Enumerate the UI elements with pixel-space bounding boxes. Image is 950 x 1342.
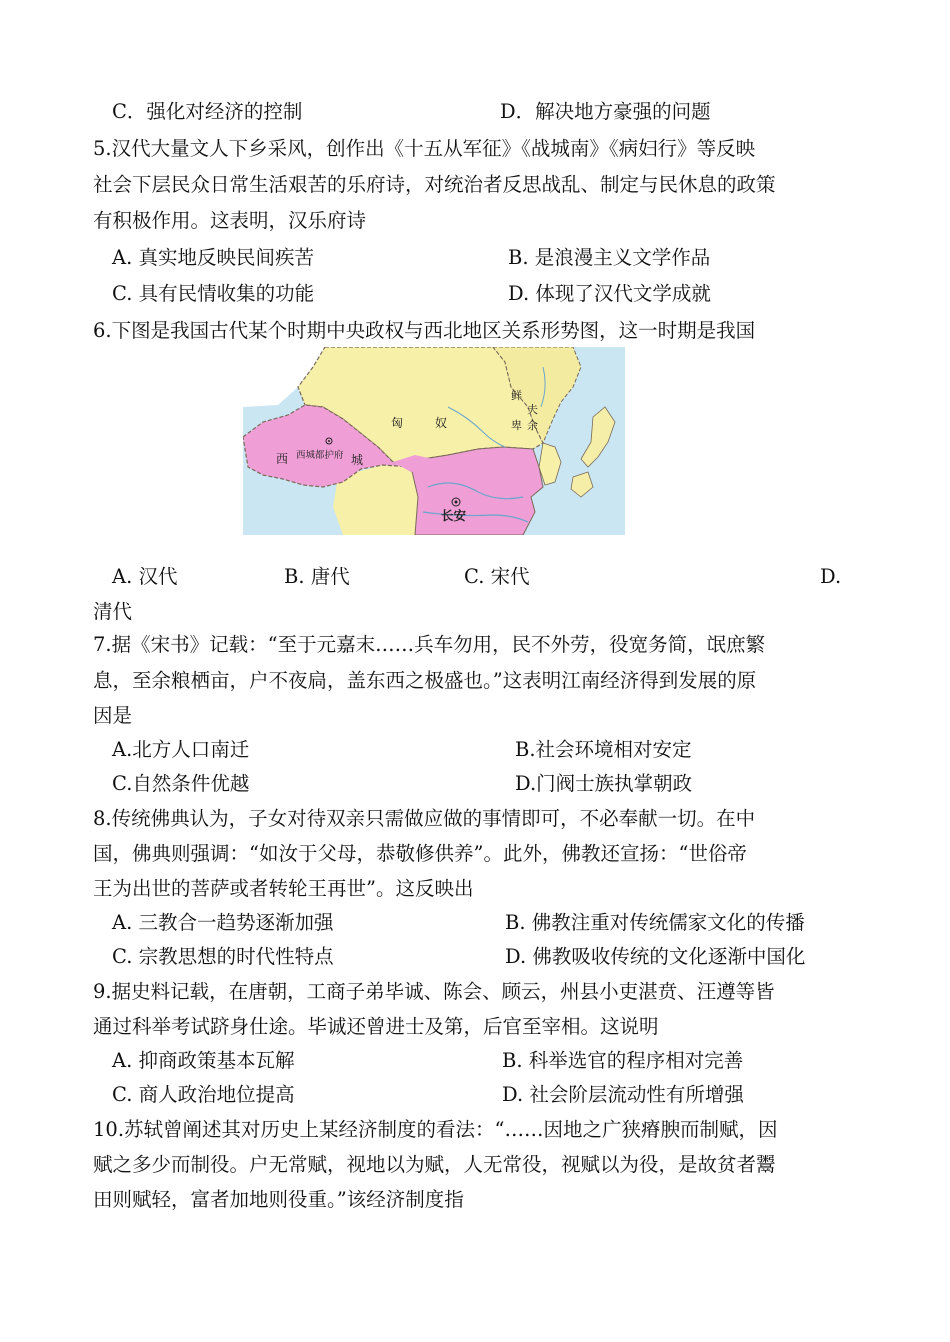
q8-option-d: D. 佛教吸收传统的文化逐渐中国化 xyxy=(505,945,806,968)
q9-option-c: C. 商人政治地位提高 xyxy=(112,1083,295,1106)
q8-option-b: B. 佛教注重对传统儒家文化的传播 xyxy=(505,911,805,934)
map-label-xiongnu-2: 奴 xyxy=(435,416,448,430)
map-label-xian: 鲜 xyxy=(511,389,522,402)
q5-option-d: D. 体现了汉代文学成就 xyxy=(508,282,711,305)
q7-option-b: B.社会环境相对安定 xyxy=(515,738,692,761)
q4-option-d: D．解决地方豪强的问题 xyxy=(500,100,711,123)
map-label-bei: 卑 xyxy=(511,419,522,432)
q7-option-d: D.门阀士族执掌朝政 xyxy=(515,772,693,795)
map-label-xi: 西 xyxy=(276,452,289,466)
q7-stem-line: 因是 xyxy=(93,704,133,727)
q5-option-a: A. 真实地反映民间疾苦 xyxy=(112,246,314,269)
q6-option-d: D. xyxy=(820,565,842,588)
map-label-fu: 夫 xyxy=(527,403,538,416)
q8-stem-line: 国，佛典则强调：“如汝于父母，恭敬修供养”。此外，佛教还宣扬：“世俗帝 xyxy=(93,842,747,865)
q6-option-b: B. 唐代 xyxy=(284,565,350,588)
q5-option-b: B. 是浪漫主义文学作品 xyxy=(508,246,711,269)
map-changan-marker-dot xyxy=(455,501,458,504)
q7-stem-line: 息，至余粮栖亩，户不夜扃，盖东西之极盛也。”这表明江南经济得到发展的原 xyxy=(93,669,757,692)
q5-option-c: C. 具有民情收集的功能 xyxy=(112,282,315,305)
q6-stem: 6.下图是我国古代某个时期中央政权与西北地区关系形势图，这一时期是我国 xyxy=(93,319,756,342)
q10-stem-line: 赋之多少而制役。户无常赋，视地以为赋，人无常役，视赋以为役，是故贫者鬻 xyxy=(93,1153,776,1176)
q5-stem-line: 社会下层民众日常生活艰苦的乐府诗，对统治者反思战乱、制定与民休息的政策 xyxy=(93,173,776,196)
q7-option-c: C.自然条件优越 xyxy=(112,772,250,795)
q9-stem-line: 通过科举考试跻身仕途。毕诚还曾进士及第，后官至宰相。这说明 xyxy=(93,1015,659,1038)
q8-option-a: A. 三教合一趋势逐渐加强 xyxy=(112,911,334,934)
q6-option-d-continued: 清代 xyxy=(93,600,133,623)
q9-stem-line: 9.据史料记载，在唐朝，工商子弟毕诚、陈会、顾云，州县小吏湛贲、汪遵等皆 xyxy=(93,980,775,1003)
q5-stem-line: 有积极作用。这表明，汉乐府诗 xyxy=(93,209,367,232)
q9-option-b: B. 科举选官的程序相对完善 xyxy=(502,1049,744,1072)
map-duhufu-marker-dot xyxy=(328,440,330,442)
map-label-yu: 余 xyxy=(527,419,538,432)
q5-stem-line: 5.汉代大量文人下乡采风，创作出《十五从军征》《战城南》《病妇行》等反映 xyxy=(93,137,756,160)
q7-stem-line: 7.据《宋书》记载：“至于元嘉末……兵车勿用，民不外劳，役宽务简，氓庶繁 xyxy=(93,633,766,656)
q8-option-c: C. 宗教思想的时代性特点 xyxy=(112,945,334,968)
q4-option-c: C．强化对经济的控制 xyxy=(112,100,303,123)
q9-option-a: A. 抑商政策基本瓦解 xyxy=(112,1049,295,1072)
q7-option-a: A.北方人口南迁 xyxy=(112,738,250,761)
q10-stem-line: 田则赋轻，富者加地则役重。”该经济制度指 xyxy=(93,1188,464,1211)
q8-stem-line: 8.传统佛典认为，子女对待双亲只需做应做的事情即可，不必奉献一切。在中 xyxy=(93,807,756,830)
map-label-cheng: 城 xyxy=(351,453,364,467)
q6-option-a: A. 汉代 xyxy=(112,565,178,588)
q8-stem-line: 王为出世的菩萨或者转轮王再世”。这反映出 xyxy=(93,877,474,900)
map-label-duhufu: 西城都护府 xyxy=(296,450,344,461)
q10-stem-line: 10.苏轼曾阐述其对历史上某经济制度的看法：“……因地之广狭瘠腴而制赋，因 xyxy=(93,1118,778,1141)
map-label-xiongnu-1: 匈 xyxy=(391,416,404,430)
map-label-changan: 长安 xyxy=(441,508,467,523)
q9-option-d: D. 社会阶层流动性有所增强 xyxy=(502,1083,744,1106)
historical-map xyxy=(243,347,625,535)
q6-option-c: C. 宋代 xyxy=(464,565,530,588)
